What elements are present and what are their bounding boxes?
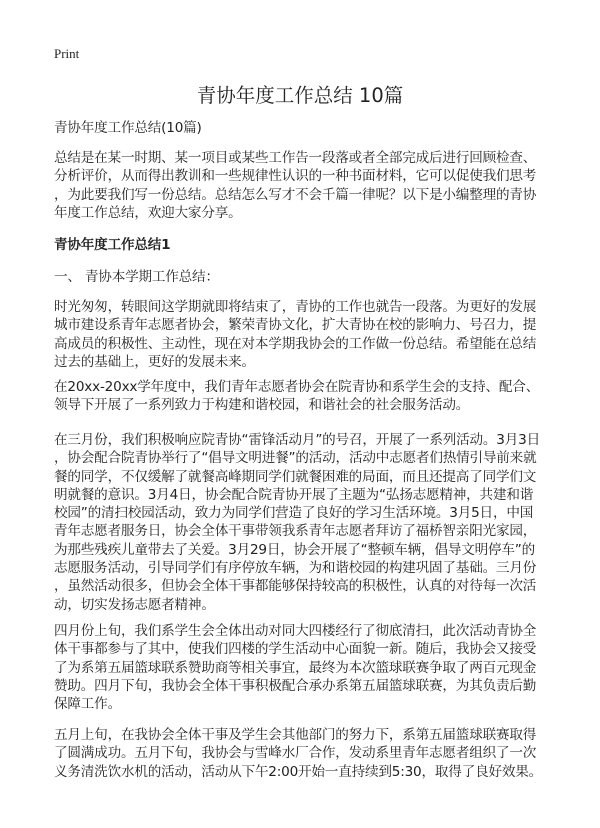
text-line: ，协会配合院青协举行了“倡导文明进餐”的活动，活动中志愿者们热情引导前来就: [54, 450, 537, 467]
text-line: 领导下开展了一系列致力于构建和谐校园，和谐社会的社会服务活动。: [54, 397, 470, 414]
text-line: 志愿服务活动，引导同学们有序停放车辆，为和谐校园的构建巩固了基础。三月份: [54, 560, 537, 577]
text-line: 明就餐的意识。3月4日，协会配合院青协开展了主题为“弘扬志愿精神，共建和谐: [54, 486, 534, 503]
subtitle: [54, 119, 202, 137]
text-line: ，虽然活动很多，但协会全体干事都能够保持较高的积极性，认真的对待每一次活: [54, 578, 537, 595]
text-line: 高成员的积极性、主动性，现在对本学期我协会的工作做一份总结。希望能在总结: [54, 335, 537, 352]
text-line: 时光匆匆，转眼间这学期就即将结束了，青协的工作也就告一段落。为更好的发展: [54, 299, 537, 315]
page-title: 青协年度工作总结 10篇: [196, 84, 404, 107]
intro-paragraph: [54, 149, 536, 222]
sub-heading-text: 一、 青协本学期工作总结：: [54, 269, 219, 285]
paragraph-3: [54, 431, 540, 614]
text-line: 保障工作。: [54, 696, 121, 713]
text-line: 过去的基础上，更好的发展未来。: [54, 353, 255, 370]
text-line: 青年志愿者服务日，协会全体干事带领我系青年志愿者拜访了福桥智亲阳光家园，: [54, 523, 537, 540]
print-link[interactable]: Print: [54, 46, 80, 61]
text-line: 城市建设系青年志愿者协会，繁荣青协文化，扩大青协在校的影响力、号召力，提: [54, 317, 537, 334]
sub-heading: [54, 268, 219, 286]
text-line: 在20xx-20xx学年度中，我们青年志愿者协会在院青协和系学生会的支持、配合、: [54, 379, 540, 395]
section-heading-text: 青协年度工作总结1: [54, 237, 171, 253]
text-line: 了圆满成功。五月下旬，我协会与雪峰水厂合作，发动系里青年志愿者组织了一次: [54, 745, 537, 762]
text-line: 义务清洗饮水机的活动，活动从下午2:00开始一直持续到5:30，取得了良好效果。: [54, 763, 543, 780]
text-line: 五月上旬，在我协会全体干事及学生会其他部门的努力下，系第五届篮球联赛取得: [54, 727, 537, 743]
text-line: 体干事都参与了其中，使我们四楼的学生活动中心面貌一新。随后，我协会又接受: [54, 641, 537, 658]
paragraph-5: [54, 726, 542, 781]
paragraph-1: [54, 298, 536, 371]
paragraph-2: [54, 378, 539, 415]
text-line: 校园”的清扫校园活动，致力为同学们营造了良好的学习生活环境。3月5日，中国: [54, 505, 534, 522]
text-line: 在三月份，我们积极响应院青协“雷锋活动月”的号召，开展了一系列活动。3月3日: [54, 432, 540, 448]
text-line: 了为系第五届篮球联系赞助商等相关事宜，最终为本次篮球联赛争取了两百元现金: [54, 659, 537, 676]
text-line: 分析评价，从而得出教训和一些规律性认识的一种书面材料，它可以促使我们思考: [54, 168, 537, 185]
section-heading: [54, 236, 170, 254]
text-line: 总结是在某一时期、某一项目或某些工作告一段落或者全部完成后进行回顾检查、: [54, 150, 537, 166]
subtitle-text: 青协年度工作总结(10篇): [54, 120, 202, 136]
text-line: ，为此要我们写一份总结。总结怎么写才不会千篇一律呢？以下是小编整理的青协: [54, 186, 537, 203]
text-line: 赞助。四月下旬，我协会全体干事积极配合承办系第五届篮球联赛，为其负责后勤: [54, 677, 537, 694]
text-line: 年度工作总结，欢迎大家分享。: [54, 204, 242, 221]
paragraph-4: [54, 622, 536, 713]
text-line: 为那些残疾儿童带去了关爱。3月29日，协会开展了“整顿车辆，倡导文明停车”的: [54, 541, 536, 558]
text-line: 四月份上旬，我们系学生会全体出动对同大四楼经行了彻底清扫，此次活动青协全: [54, 623, 537, 639]
text-line: 动，切实发扬志愿者精神。: [54, 596, 215, 613]
text-line: 餐的同学，不仅缓解了就餐高峰期同学们就餐困难的局面，而且还提高了同学们文: [54, 468, 537, 485]
